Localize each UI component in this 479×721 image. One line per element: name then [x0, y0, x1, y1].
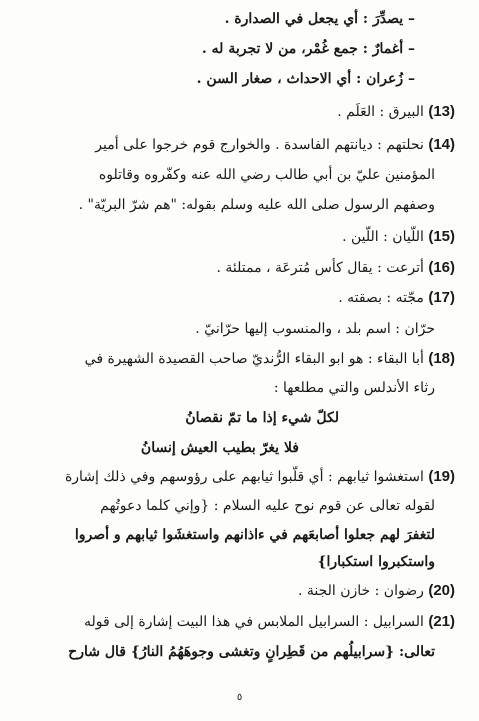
- note-line: – أغمارٌ : جمع غُمْر، من لا تجربة له .: [201, 41, 415, 57]
- footnote-17: (17) مجّته : بصقته .: [338, 289, 455, 306]
- poem-verse-2: فلا يغرّ بطيب العيش إنسانُ: [140, 440, 299, 456]
- footnote-18-cont: رثاء الأندلس والتي مطلعها :: [273, 380, 435, 396]
- footnote-14-cont: وصفهم الرسول صلى الله عليه وسلم بقوله: "هم شرّ البريّة" .: [78, 197, 435, 213]
- footnote-15: (15) اللّيان : اللّين .: [342, 228, 455, 245]
- footnote-13: (13) البيرق : العَلَم .: [337, 103, 455, 120]
- footnote-21: (21) السرابيل : السرابيل الملابس في هذا البيت إشارة إلى قوله: [83, 613, 455, 630]
- poem-verse-1: لكلّ شيء إذا ما تمّ نقصانُ: [185, 410, 339, 426]
- note-line: – زُعران : أي الاحداث ، صغار السن .: [196, 71, 415, 87]
- footnote-16: (16) أترعت : يقال كأس مُترعَة ، ممتلئة .: [216, 259, 455, 276]
- footnote-19: (19) استغشوا ثيابهم : أي قلّبوا ثيابهم على رؤوسهم وفي ذلك إشارة: [64, 468, 455, 485]
- footnote-14: (14) نحلتهم : ديانتهم الفاسدة . والخوارج قوم خرجوا على أمير: [95, 136, 455, 153]
- footnote-21-cont: تعالى: {سرابيلُهم من قَطِرانٍ وتغشى وجوهَهُمُ النارُ} قال شارح: [68, 644, 435, 660]
- page-number: ٥: [236, 692, 243, 703]
- footnote-18: (18) أبا البقاء : هو ابو البقاء الرُّنديّ صاحب القصيدة الشهيرة في: [84, 350, 455, 367]
- footnote-19-quran-end: واستكبروا استكبارا}: [317, 554, 435, 570]
- footnote-19-quran: لتغفرَ لهم جعلوا أصابعَهم في ءاذانهم واستغشَوا ثيابهم و أصروا: [74, 527, 435, 543]
- footnote-19-cont: لقوله تعالى عن قوم نوح عليه السلام : {وإني كلما دعوتُهم: [100, 498, 435, 514]
- footnote-20: (20) رضوان : خازن الجنة .: [297, 582, 455, 599]
- note-line: – يصدِّرَ : أي يجعل في الصدارة .: [224, 11, 415, 27]
- footnote-17-cont: حرّان : اسم بلد ، والمنسوب إليها حرّانيّ .: [195, 321, 435, 337]
- footnote-14-cont: المؤمنين عليّ بن أبي طالب رضي الله عنه وكفّروه وقاتلوه: [98, 167, 435, 183]
